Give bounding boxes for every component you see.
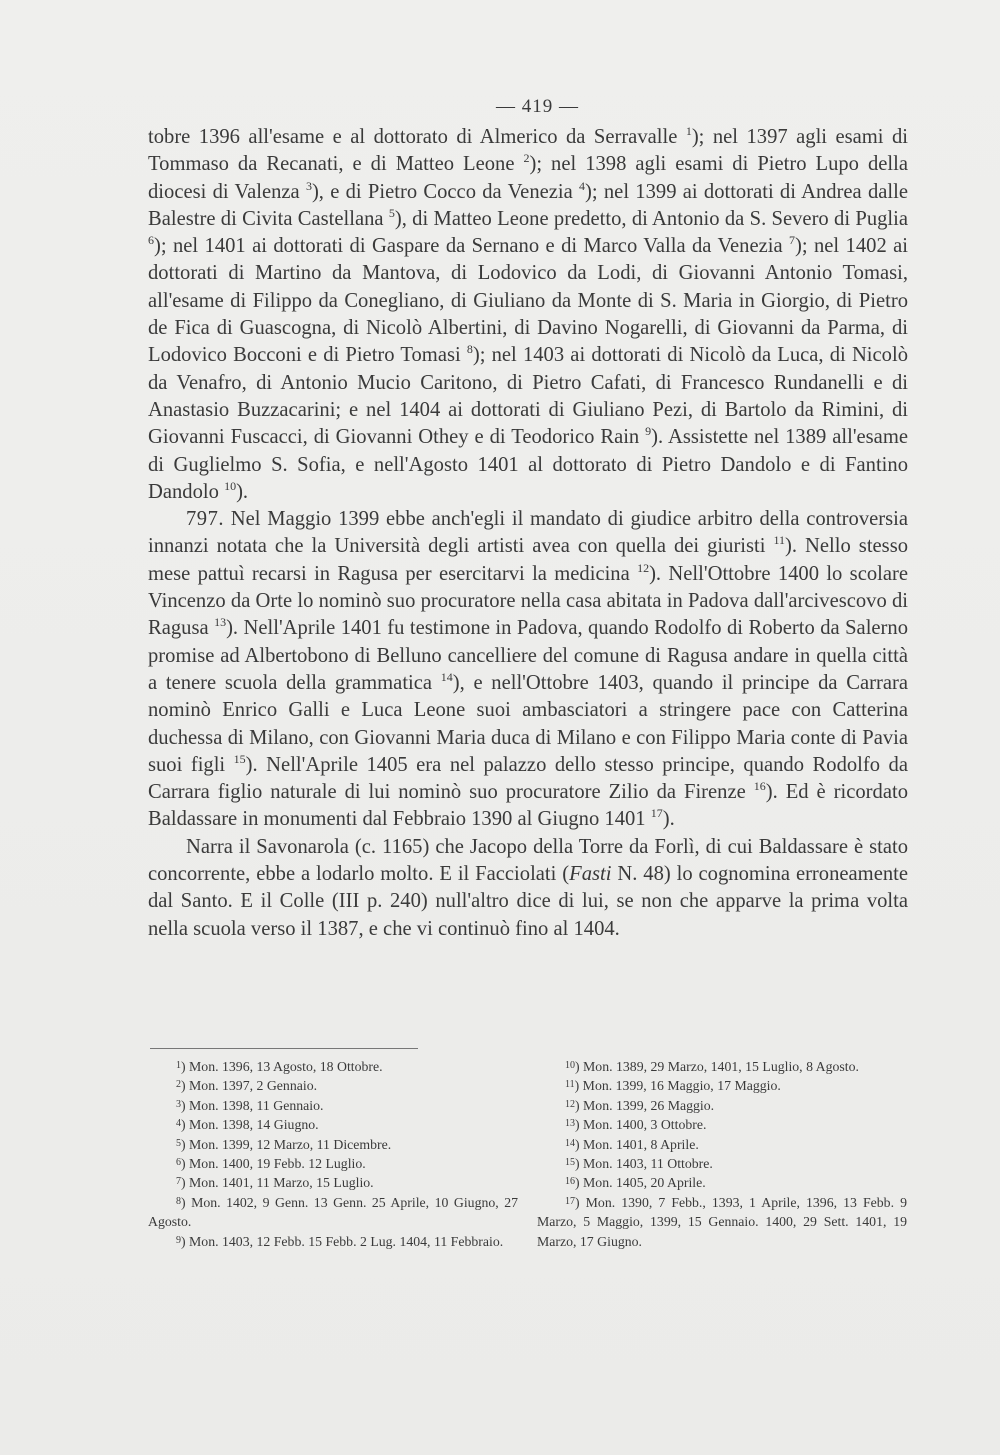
footnote-ref: 15: [233, 751, 246, 766]
text-run: ), e di Pietro Cocco da Venezia: [311, 180, 580, 203]
footnote: [537, 1076, 907, 1095]
text-run: N. 48) lo cognomina erroneamente dal Santo. E il Colle (III p. 240) null'altro dice di lui, se non che apparve la prima volta nella scuola verso il 1387, e che vi continuò fino al 1404.: [148, 863, 908, 940]
footnote-text: ) Mon. 1401, 8 Aprile.: [575, 1136, 699, 1152]
text-run: ), e nell'Ottobre 1403, quando il principe da Carrara nominò Enrico Galli e Luca Leone suoi ambasciatori a stringere pace con Catterina duchessa di Milano, con Giovanni Maria duca di Milano e con Filippo Maria conte di Pavia suoi figli: [148, 671, 908, 776]
footnote-mark: 11: [565, 1079, 575, 1091]
text-run: ).: [662, 808, 675, 831]
footnote-mark: 2: [176, 1079, 181, 1091]
footnote-ref: 14: [440, 669, 453, 684]
footnote-ref: 6: [148, 233, 154, 248]
footnotes-left: [148, 1057, 518, 1251]
footnote-mark: 17: [565, 1195, 575, 1207]
footnote: [148, 1076, 518, 1095]
footnote: [148, 1135, 518, 1154]
footnote-text: ) Mon. 1405, 20 Aprile.: [575, 1175, 706, 1191]
text-run: ); nel 1399 ai dottorati di Andrea dalle Balestre di Civita Castellana: [148, 180, 908, 230]
text-run: Nel Maggio 1399 ebbe anch'egli il mandato di giudice arbitro della controversia innanzi notata che la Università degli artisti avea con quella dei giuristi: [148, 508, 908, 558]
footnote-text: ) Mon. 1403, 12 Febb. 15 Febb. 2 Lug. 1404, 11 Febbraio.: [181, 1233, 504, 1249]
footnote: [537, 1057, 907, 1076]
text-run: ). Nell'Ottobre 1400 lo scolare Vincenzo da Orte lo nominò suo procuratore nella casa abitata in Padova dall'arcivescovo di Ragusa: [148, 562, 908, 640]
footnote: [148, 1154, 518, 1173]
footnote-text: ) Mon. 1398, 11 Gennaio.: [181, 1097, 324, 1113]
paragraph-3: [148, 834, 908, 943]
footnote-text: ) Mon. 1402, 9 Genn. 13 Genn. 25 Aprile, 10 Giugno, 27 Agosto.: [148, 1194, 518, 1230]
footnote-ref: 13: [214, 615, 227, 630]
footnote-ref: 5: [388, 205, 395, 220]
italic-title: Fasti: [569, 863, 612, 886]
text-run: ); nel 1401 ai dottorati di Gaspare da Sernano e di Marco Valla da Venezia: [154, 235, 790, 258]
footnote-text: ) Mon. 1389, 29 Marzo, 1401, 15 Luglio, 8 Agosto.: [575, 1059, 859, 1074]
footnote-text: ) Mon. 1390, 7 Febb., 1393, 1 Aprile, 1396, 13 Febb. 9 Marzo, 5 Maggio, 1399, 15 Gennaio. 1400, 29 Sett. 1401, 19 Marzo, 17 Giugno.: [537, 1194, 907, 1249]
main-text: [148, 124, 908, 943]
footnote-ref: 7: [789, 233, 796, 248]
footnote: [537, 1193, 907, 1251]
paragraph-number: 797.: [186, 508, 225, 531]
footnote-ref: 11: [773, 533, 786, 548]
footnote-mark: 10: [565, 1060, 575, 1071]
footnote: [148, 1115, 518, 1134]
footnote-mark: 4: [176, 1118, 181, 1130]
footnote-mark: 8: [176, 1195, 181, 1207]
footnote-mark: 3: [176, 1098, 181, 1110]
text-run: ).: [236, 480, 249, 503]
text-run: ). Ed è ricordato Baldassare in monumenti dal Febbraio 1390 al Giugno 1401: [148, 781, 908, 831]
footnote: [537, 1173, 907, 1192]
footnote: [148, 1173, 518, 1192]
footnote-ref: 1: [685, 124, 692, 138]
footnote-text: ) Mon. 1396, 13 Agosto, 18 Ottobre.: [181, 1059, 383, 1074]
footnote: [148, 1193, 518, 1232]
footnote-ref: 10: [224, 478, 237, 493]
footnote-mark: 7: [176, 1176, 181, 1188]
footnote-mark: 14: [565, 1137, 575, 1149]
paragraph-1: [148, 124, 908, 506]
text-run: ). Assistette nel 1389 all'esame di Guglielmo S. Sofia, e nell'Agosto 1401 al dottorato di Pietro Dandolo e di Fantino Dandolo: [148, 426, 908, 503]
footnote-mark: 5: [176, 1137, 181, 1149]
footnote: [537, 1096, 907, 1115]
footnote: [537, 1135, 907, 1154]
text-run: ); nel 1402 ai dottorati di Martino da Mantova, di Lodovico da Lodi, di Giovanni Antonio Tomasi, all'esame di Filippo da Conegliano, di Giuliano da Monte di S. Maria in Giorgio, di Pietro de Fica di Guascogna, di Nicolò Albertini, di Davino Nogarelli, di Giovanni da Parma, di Lodovico Bocconi e di Pietro Tomasi: [148, 235, 908, 367]
footnote-mark: 13: [565, 1118, 575, 1130]
footnote-ref: 12: [637, 560, 650, 575]
footnote-text: ) Mon. 1399, 16 Maggio, 17 Maggio.: [574, 1078, 781, 1094]
footnote-ref: 4: [579, 178, 586, 193]
footnote-text: ) Mon. 1398, 14 Giugno.: [181, 1117, 319, 1133]
text-run: ). Nell'Aprile 1405 era nel palazzo dello stesso principe, quando Rodolfo da Carrara figlio naturale di lui nominò suo procuratore Zilio da Firenze: [148, 753, 908, 804]
footnote-ref: 17: [650, 806, 663, 821]
text-run: ). Nello stesso mese pattuì recarsi in Ragusa per esercitarvi la medicina: [148, 535, 909, 585]
footnote: [148, 1096, 518, 1115]
footnote-ref: 16: [753, 779, 766, 794]
footnote-mark: 16: [565, 1176, 575, 1188]
footnote-ref: 3: [305, 178, 312, 193]
footnote-ref: 2: [523, 151, 530, 166]
paragraph-797: [148, 506, 908, 834]
footnote-text: ) Mon. 1400, 3 Ottobre.: [575, 1117, 707, 1133]
footnote-text: ) Mon. 1403, 11 Ottobre.: [575, 1156, 713, 1172]
text-run: ); nel 1403 ai dottorati di Nicolò da Luca, di Nicolò da Venafro, di Antonio Mucio Caritono, di Pietro Cafati, di Francesco Rundanelli e di Anastasio Buzzacarini; e nel 1404 ai dottorati di Giuliano Pezi, di Bartolo da Rimini, di Giovanni Fuscacci, di Giovanni Othey e di Teodorico Rain: [148, 344, 908, 449]
footnotes-right: [537, 1057, 907, 1251]
footnote: [148, 1057, 518, 1076]
footnote-text: ) Mon. 1400, 19 Febb. 12 Luglio.: [181, 1156, 366, 1172]
text-run: ), di Matteo Leone predetto, di Antonio da S. Severo di Puglia: [394, 207, 908, 230]
text-run: ). Nell'Aprile 1401 fu testimone in Padova, quando Rodolfo di Roberto da Salerno promise ad Albertobono di Belluno cancelliere del comune di Ragusa andare in quella città a tenere scuola della grammatica: [148, 617, 909, 694]
footnote-text: ) Mon. 1399, 12 Marzo, 11 Dicembre.: [181, 1136, 392, 1152]
text-run: Narra il Savonarola (c. 1165) che Jacopo della Torre da Forlì, di cui Baldassare è stato concorrente, ebbe a lodarlo molto. E il Facciolati (: [148, 835, 908, 886]
text-run: ); nel 1398 agli esami di Pietro Lupo della diocesi di Valenza: [148, 153, 908, 203]
footnote-text: ) Mon. 1401, 11 Marzo, 15 Luglio.: [181, 1175, 374, 1191]
footnote: [537, 1115, 907, 1134]
footnote-mark: 6: [176, 1157, 181, 1169]
footnote-mark: 12: [565, 1098, 575, 1110]
footnote-ref: 9: [645, 424, 652, 439]
footnote-mark: 1: [176, 1060, 181, 1071]
footnote-mark: 15: [565, 1157, 575, 1169]
footnote-text: ) Mon. 1397, 2 Gennaio.: [181, 1078, 318, 1094]
footnote-mark: 9: [176, 1234, 181, 1246]
text-run: tobre 1396 all'esame e al dottorato di Almerico da Serravalle: [148, 126, 686, 148]
text-run: ); nel 1397 agli esami di Tommaso da Recanati, e di Matteo Leone: [148, 126, 908, 176]
page-number: — 419 —: [496, 96, 579, 117]
footnote: [148, 1232, 518, 1251]
footnote-rule: [150, 1048, 418, 1049]
footnote-text: ) Mon. 1399, 26 Maggio.: [575, 1097, 715, 1113]
footnote-ref: 8: [466, 342, 473, 357]
footnote: [537, 1154, 907, 1173]
